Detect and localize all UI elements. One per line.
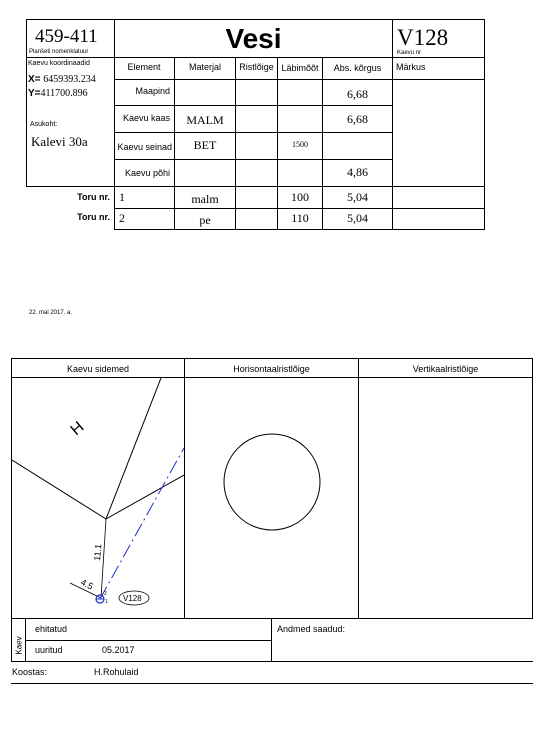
surveyed-label: uuritud	[35, 645, 63, 655]
pipe-material: pe	[199, 213, 211, 227]
map-letter: H	[67, 418, 88, 440]
horizontal-section-drawing	[185, 378, 358, 618]
building-edge	[106, 475, 184, 519]
row-height: 6,68	[347, 87, 368, 101]
row-height: 6,68	[347, 112, 368, 126]
pipe-label: Toru nr.	[77, 192, 110, 202]
water-pipe-line	[100, 448, 184, 599]
header-remarks: Märkus	[396, 62, 426, 72]
row-element: Kaevu kaas	[122, 113, 170, 123]
pipe-material: malm	[191, 192, 219, 206]
pipe-diameter: 100	[291, 190, 309, 204]
pipe-height: 5,04	[347, 190, 368, 204]
location-label: Asukoht:	[30, 121, 58, 128]
row-element: Kaevu põhi	[124, 168, 170, 178]
kaev-label: Kaev	[14, 636, 24, 655]
col-header-connections: Kaevu sidemed	[66, 364, 130, 374]
compiler-label: Koostas:	[12, 667, 48, 677]
pipe-number: 1	[119, 190, 125, 204]
row-diameter: 1500	[292, 140, 308, 149]
pipe-height: 5,04	[347, 211, 368, 225]
col-header-vertical: Vertikaalristlõige	[412, 364, 479, 374]
pipe-label: Toru nr.	[77, 212, 110, 222]
connections-sketch	[12, 378, 184, 618]
pipe-diameter: 110	[291, 211, 309, 225]
x-coordinate: X= 6459393.234	[28, 74, 96, 85]
well-tag: V128	[123, 594, 142, 603]
pipe-number: 2	[119, 211, 125, 225]
nomenclature-code: 459-411	[35, 26, 98, 47]
page-title: Vesi	[225, 23, 282, 54]
nomenclature-label: Planšeti nomenklatuur	[29, 49, 89, 55]
header-cross-section: Ristlõige	[239, 62, 274, 72]
y-coordinate: Y=411700.896	[28, 88, 88, 99]
location-value: Kalevi 30a	[31, 134, 88, 149]
dimension-label-short: 4.5	[79, 576, 95, 592]
building-outline	[12, 378, 161, 519]
dimension-label-long: 11.1	[92, 543, 104, 562]
compiler-value: H.Rohulaid	[94, 667, 139, 677]
row-material: BET	[193, 138, 217, 152]
pipe-number-label: 2	[104, 591, 107, 597]
surveyed-value: 05.2017	[102, 645, 135, 655]
date-text: 22. mai 2017. a.	[29, 310, 73, 316]
built-label: ehitatud	[35, 624, 68, 634]
well-cross-section-circle	[224, 434, 320, 530]
coords-label: Kaevu koordinaadid	[28, 60, 90, 67]
row-element: Kaevu seinad	[117, 142, 172, 152]
header-element: Element	[127, 62, 161, 72]
header-abs-height: Abs. kõrgus	[333, 63, 382, 73]
col-header-horizontal: Horisontaalristlõige	[233, 364, 310, 374]
header-material: Materjal	[188, 62, 221, 72]
data-received-label: Andmed saadud:	[277, 624, 346, 634]
well-id: V128	[397, 25, 449, 50]
header-diameter: Läbimõõt	[281, 63, 319, 73]
row-height: 4,86	[347, 165, 368, 179]
row-element: Maapind	[135, 86, 170, 96]
well-id-label: Kaevu nr	[397, 50, 422, 56]
row-material: MALM	[186, 113, 224, 127]
pipe-number-label: 1	[105, 599, 108, 605]
